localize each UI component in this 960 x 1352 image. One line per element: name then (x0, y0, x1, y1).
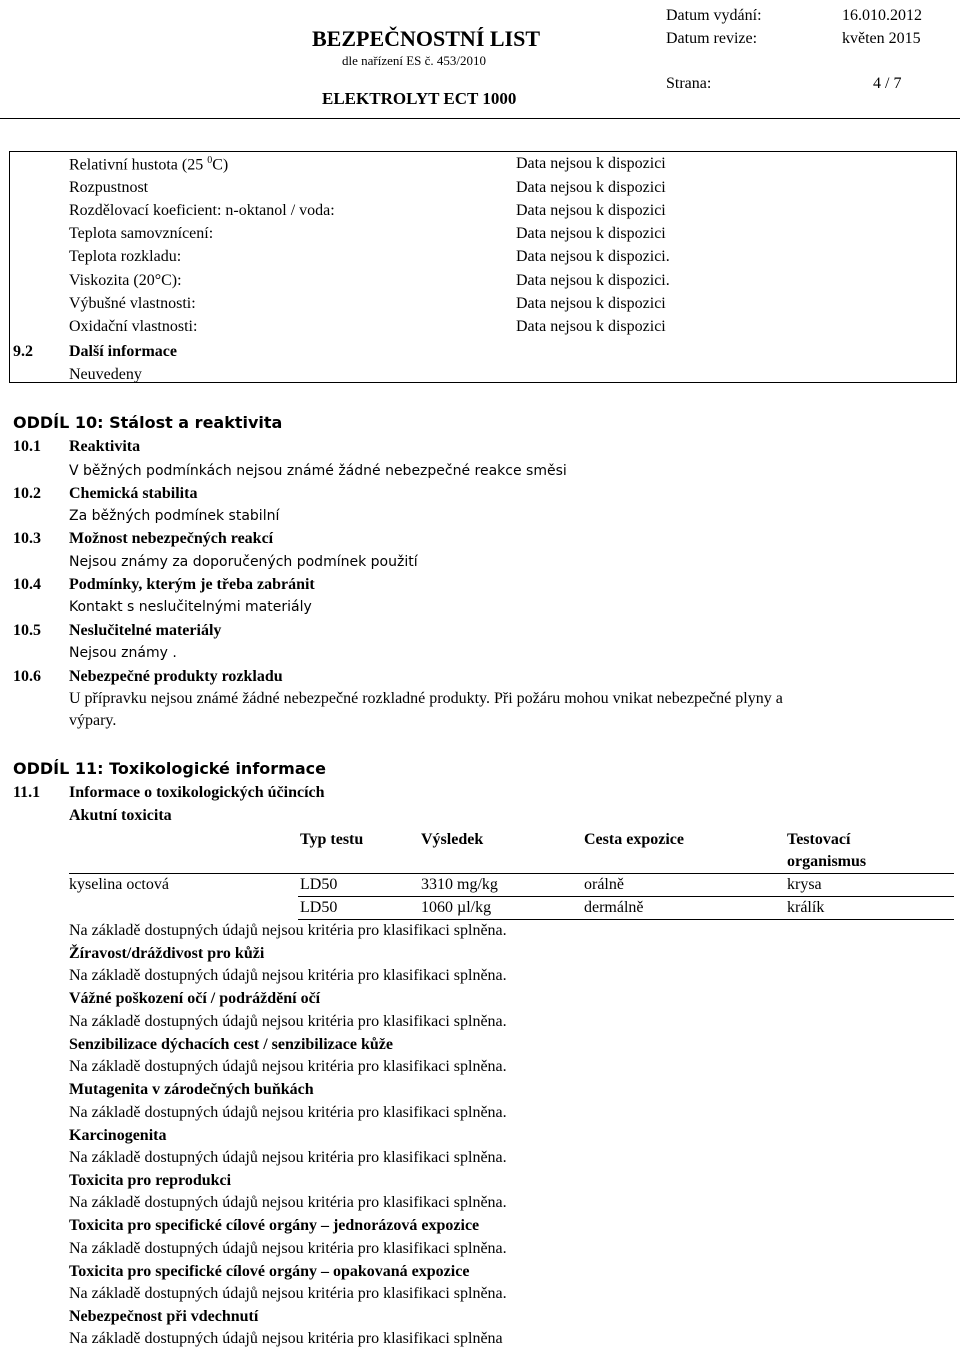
item-text: Kontakt s neslučitelnými materiály (69, 599, 312, 615)
hazard-title: Senzibilizace dýchacích cest / senzibilizace kůže (69, 1036, 393, 1053)
item-number: 10.5 (13, 622, 41, 639)
header-rule (0, 118, 960, 119)
item-title: Nebezpečné produkty rozkladu (69, 668, 283, 685)
property-label: Teplota samovznícení: (69, 225, 214, 242)
property-value: Data nejsou k dispozici (516, 295, 666, 312)
item-number: 11.1 (13, 784, 41, 801)
table-rule (69, 873, 954, 874)
property-label: Viskozita (20°C): (69, 272, 182, 289)
section11-heading: ODDÍL 11: Toxikologické informace (13, 759, 326, 778)
item-number: 10.6 (13, 668, 41, 685)
classification-note: Na základě dostupných údajů nejsou kritéria pro klasifikaci splněna. (69, 922, 507, 939)
table-header: Testovací (787, 831, 851, 848)
table-cell: 3310 mg/kg (421, 876, 498, 893)
subsection-title: Další informace (69, 343, 177, 360)
hazard-title: Vážné poškození očí / podráždění očí (69, 990, 321, 1007)
page-label: Strana: (666, 75, 712, 92)
product-name: ELEKTROLYT ECT 1000 (322, 89, 517, 108)
table-header: organismus (787, 853, 867, 870)
property-value: Data nejsou k dispozici (516, 179, 666, 196)
classification-note: Na základě dostupných údajů nejsou kritéria pro klasifikaci splněna. (69, 1240, 507, 1257)
item-text: Nejsou známy za doporučených podmínek použití (69, 554, 418, 570)
item-number: 10.1 (13, 438, 41, 455)
page-number: 4 / 7 (873, 75, 902, 92)
table-rule (298, 896, 954, 897)
property-label: Rozdělovací koeficient: n-oktanol / voda: (69, 202, 335, 219)
table-cell: dermálně (584, 899, 644, 916)
classification-note: Na základě dostupných údajů nejsou kritéria pro klasifikaci splněna (69, 1330, 503, 1347)
table-cell: kyselina octová (69, 876, 169, 893)
property-value: Data nejsou k dispozici (516, 318, 666, 335)
property-label: Teplota rozkladu: (69, 248, 182, 265)
table-cell: 1060 µl/kg (421, 899, 492, 916)
classification-note: Na základě dostupných údajů nejsou kritéria pro klasifikaci splněna. (69, 1104, 507, 1121)
item-title: Informace o toxikologických účincích (69, 784, 325, 801)
document-subtitle: dle nařízení ES č. 453/2010 (342, 53, 487, 68)
table-cell: krysa (787, 876, 822, 893)
property-label: Výbušné vlastnosti: (69, 295, 196, 312)
hazard-title: Karcinogenita (69, 1127, 167, 1144)
classification-note: Na základě dostupných údajů nejsou kritéria pro klasifikaci splněna. (69, 1149, 507, 1166)
property-value: Data nejsou k dispozici (516, 202, 666, 219)
acute-toxicity-title: Akutní toxicita (69, 807, 172, 824)
section10-heading: ODDÍL 10: Stálost a reaktivita (13, 413, 283, 432)
subsection-number: 9.2 (13, 343, 33, 360)
hazard-title: Toxicita pro specifické cílové orgány – jednorázová expozice (69, 1217, 480, 1234)
item-text: výpary. (69, 712, 117, 729)
item-number: 10.4 (13, 576, 41, 593)
table-cell: LD50 (300, 899, 338, 916)
classification-note: Na základě dostupných údajů nejsou kritéria pro klasifikaci splněna. (69, 1058, 507, 1075)
item-title: Reaktivita (69, 438, 141, 455)
revision-date-label: Datum revize: (666, 30, 758, 47)
property-value: Data nejsou k dispozici (516, 225, 666, 242)
classification-note: Na základě dostupných údajů nejsou kritéria pro klasifikaci splněna. (69, 967, 507, 984)
item-text: Nejsou známy . (69, 645, 177, 661)
classification-note: Na základě dostupných údajů nejsou kritéria pro klasifikaci splněna. (69, 1013, 507, 1030)
property-label: Oxidační vlastnosti: (69, 318, 198, 335)
item-number: 10.3 (13, 530, 41, 547)
table-header: Cesta expozice (584, 831, 684, 848)
table-rule (298, 919, 954, 920)
table-cell: LD50 (300, 876, 338, 893)
revision-date-value: květen 2015 (842, 30, 921, 47)
item-title: Možnost nebezpečných reakcí (69, 530, 274, 547)
property-value: Data nejsou k dispozici (516, 155, 666, 172)
item-text: U přípravku nejsou známé žádné nebezpečné rozkladné produkty. Při požáru mohou vnikat nebezpečné plyny a (69, 690, 783, 707)
property-label: Relativní hustota (25 $^0$C) (69, 155, 229, 174)
subsection-text: Neuvedeny (69, 366, 142, 383)
item-title: Chemická stabilita (69, 485, 198, 502)
document-title: BEZPEČNOSTNÍ LIST (312, 26, 541, 51)
item-text: Za běžných podmínek stabilní (69, 508, 280, 524)
table-cell: orálně (584, 876, 624, 893)
item-title: Neslučitelné materiály (69, 622, 222, 639)
item-title: Podmínky, kterým je třeba zabránit (69, 576, 315, 593)
property-label: Rozpustnost (69, 179, 149, 196)
item-text: V běžných podmínkách nejsou známé žádné nebezpečné reakce směsi (69, 463, 567, 479)
hazard-title: Toxicita pro specifické cílové orgány – opakovaná expozice (69, 1263, 470, 1280)
classification-note: Na základě dostupných údajů nejsou kritéria pro klasifikaci splněna. (69, 1285, 507, 1302)
table-header: Výsledek (421, 831, 484, 848)
hazard-title: Žíravost/dráždivost pro kůži (69, 945, 265, 962)
property-value: Data nejsou k dispozici. (516, 272, 670, 289)
table-header: Typ testu (300, 831, 364, 848)
hazard-title: Mutagenita v zárodečných buňkách (69, 1081, 314, 1098)
issue-date-label: Datum vydání: (666, 7, 762, 24)
table-cell: králík (787, 899, 825, 916)
issue-date-value: 16.010.2012 (842, 7, 922, 24)
property-value: Data nejsou k dispozici. (516, 248, 670, 265)
hazard-title: Toxicita pro reprodukci (69, 1172, 232, 1189)
item-number: 10.2 (13, 485, 41, 502)
hazard-title: Nebezpečnost při vdechnutí (69, 1308, 259, 1325)
classification-note: Na základě dostupných údajů nejsou kritéria pro klasifikaci splněna. (69, 1194, 507, 1211)
